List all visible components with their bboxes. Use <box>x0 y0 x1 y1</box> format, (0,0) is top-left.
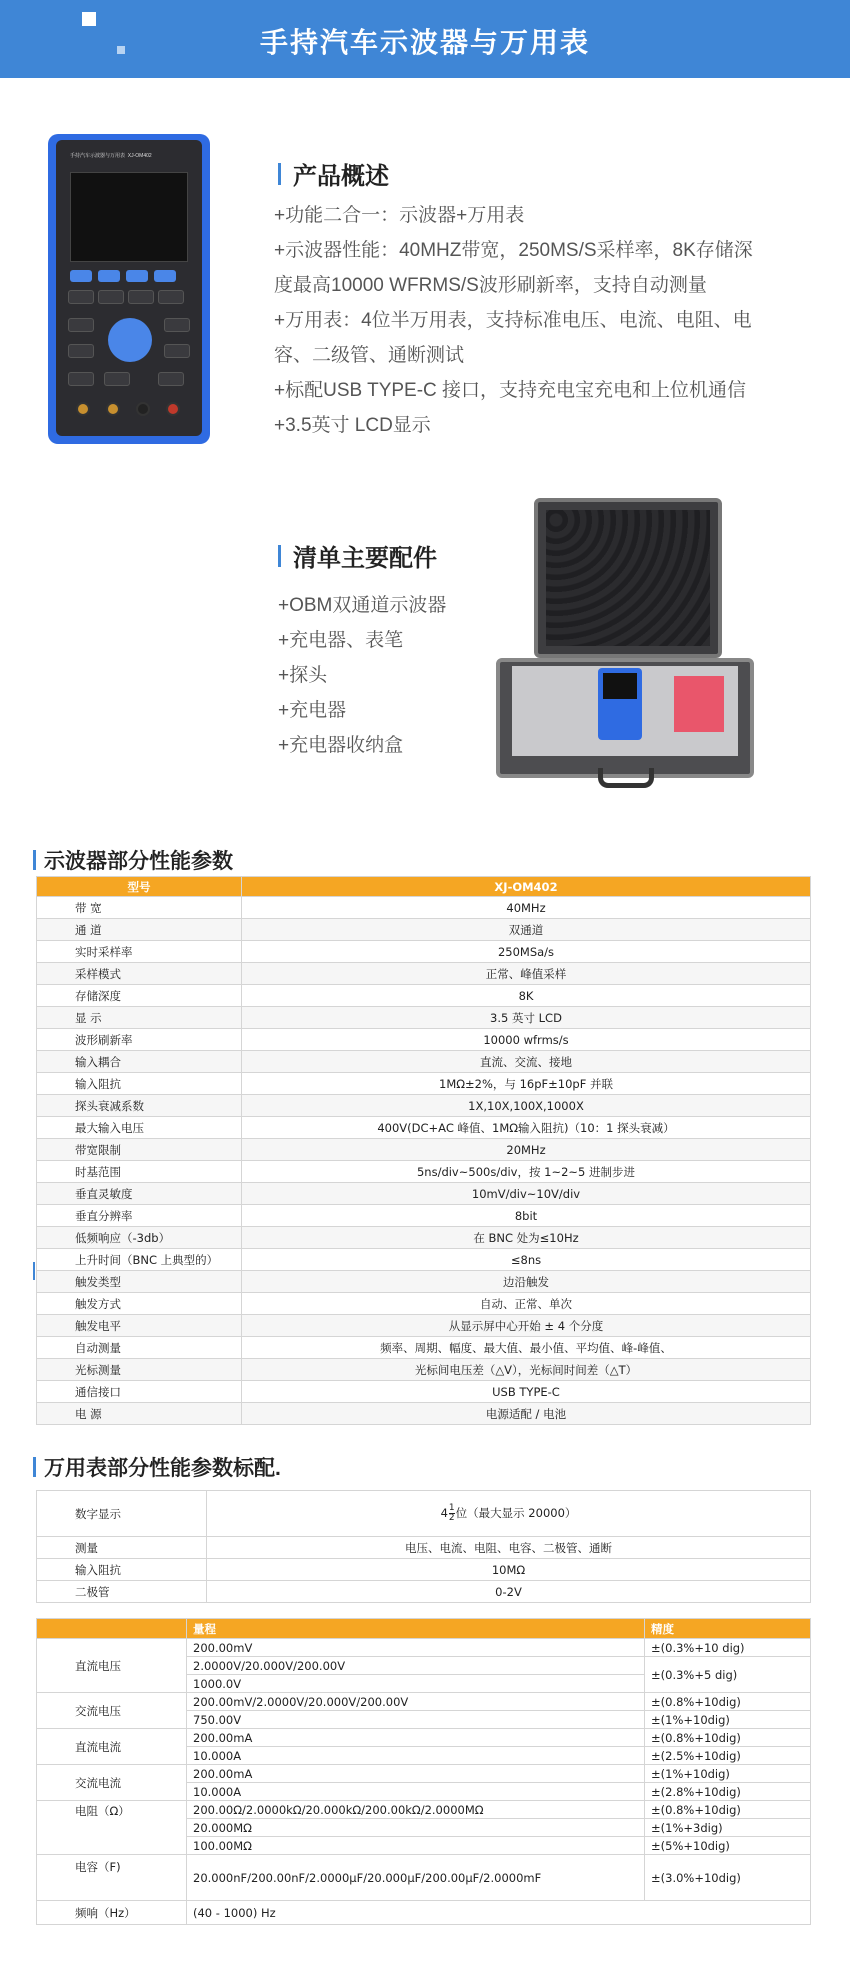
table-row: 电容（F) 20.000nF/200.00nF/2.0000μF/20.000μF/200.00μF/2.0000mF ±(3.0%+10dig) <box>37 1855 811 1901</box>
table-row: 1000.0V <box>37 1675 811 1693</box>
list-item: +标配USB TYPE-C 接口，支持充电宝充电和上位机通信 <box>274 380 747 401</box>
table-row <box>37 1403 811 1425</box>
table-cell: 数字显示 <box>37 1491 207 1537</box>
side-marker <box>33 1262 35 1280</box>
spec-name: 触发方式 <box>37 1293 242 1315</box>
device-screen <box>70 172 188 262</box>
table-header: 量程 <box>187 1619 645 1639</box>
table-row: 交流电流 200.00mA ±(1%+10dig) <box>37 1765 811 1783</box>
spec-value: 频率、周期、幅度、最大值、最小值、平均值、峰-峰值、 <box>242 1337 811 1359</box>
table-row <box>37 941 811 963</box>
spec-value: 8K <box>242 985 811 1007</box>
spec-value: 1X,10X,100X,1000X <box>242 1095 811 1117</box>
spec-name: 输入耦合 <box>37 1051 242 1073</box>
table-row <box>37 1117 811 1139</box>
list-item: +示波器性能：40MHZ带宽，250MS/S采样率，8K存储深 <box>274 240 753 261</box>
spec-value: 光标间电压差（△V），光标间时间差（△T） <box>242 1359 811 1381</box>
table-row: 交流电压 200.00mV/2.0000V/20.000V/200.00V ±(0.8%+10dig) <box>37 1693 811 1711</box>
table-row: 输入阻抗 10MΩ <box>37 1559 811 1581</box>
table-cell: 4 $\frac{1}{2}$ 位（最大显示 20000） <box>207 1491 811 1537</box>
table-row: 二极管 0-2V <box>37 1581 811 1603</box>
table-row: 直流电压 200.00mV ±(0.3%+10 dig) <box>37 1639 811 1657</box>
osc-spec-table <box>36 876 811 1425</box>
list-item: +万用表：4位半万用表，支持标准电压、电流、电阻、电 <box>274 310 752 331</box>
spec-value: 在 BNC 处为≤10Hz <box>242 1227 811 1249</box>
spec-name: 带宽限制 <box>37 1139 242 1161</box>
spec-name: 垂直分辨率 <box>37 1205 242 1227</box>
spec-name: 时基范围 <box>37 1161 242 1183</box>
spec-name: 通信接口 <box>37 1381 242 1403</box>
table-row <box>37 1029 811 1051</box>
table-row: 电阻（Ω） 200.00Ω/2.0000kΩ/20.000kΩ/200.00kΩ/2.0000MΩ ±(0.8%+10dig) <box>37 1801 811 1819</box>
table-row: 10.000A ±(2.8%+10dig) <box>37 1783 811 1801</box>
spec-name: 通 道 <box>37 919 242 941</box>
spec-value: 双通道 <box>242 919 811 941</box>
spec-value: 10mV/div~10V/div <box>242 1183 811 1205</box>
overview-heading: 产品概述 <box>278 156 389 191</box>
list-item: +充电器 <box>278 700 347 721</box>
table-row <box>37 1227 811 1249</box>
list-item: +充电器收纳盒 <box>278 735 404 756</box>
mm-spec-heading: 万用表部分性能参数标配. <box>33 1452 281 1482</box>
spec-name: 垂直灵敏度 <box>37 1183 242 1205</box>
list-item: 度最高10000 WFRMS/S波形刷新率，支持自动测量 <box>274 275 707 296</box>
table-row: 测量 电压、电流、电阻、电容、二极管、通断 <box>37 1537 811 1559</box>
list-item: +OBM双通道示波器 <box>278 595 447 616</box>
spec-name: 存储深度 <box>37 985 242 1007</box>
spec-name: 采样模式 <box>37 963 242 985</box>
table-row <box>37 1381 811 1403</box>
spec-name: 实时采样率 <box>37 941 242 963</box>
spec-name: 电 源 <box>37 1403 242 1425</box>
table-row <box>37 897 811 919</box>
spec-value: 250MSa/s <box>242 941 811 963</box>
table-row <box>37 963 811 985</box>
overview-list <box>274 198 753 443</box>
table-row <box>37 1095 811 1117</box>
table-row <box>37 985 811 1007</box>
spec-name: 最大输入电压 <box>37 1117 242 1139</box>
spec-name: 光标测量 <box>37 1359 242 1381</box>
list-item: +功能二合一：示波器+万用表 <box>274 205 525 226</box>
table-row <box>37 1359 811 1381</box>
table-header: 精度 <box>645 1619 811 1639</box>
dpad <box>108 318 152 362</box>
spec-value: 40MHz <box>242 897 811 919</box>
spec-name: 低频响应（-3db） <box>37 1227 242 1249</box>
spec-value: 10000 wfrms/s <box>242 1029 811 1051</box>
spec-value: 边沿触发 <box>242 1271 811 1293</box>
spec-name: 波形刷新率 <box>37 1029 242 1051</box>
table-row <box>37 1293 811 1315</box>
carrying-case-image <box>496 498 754 788</box>
spec-value: 3.5 英寸 LCD <box>242 1007 811 1029</box>
spec-name: 触发类型 <box>37 1271 242 1293</box>
mm-spec-table <box>36 1490 811 1603</box>
spec-name: 触发电平 <box>37 1315 242 1337</box>
table-row <box>37 1337 811 1359</box>
range-accuracy-table <box>36 1618 811 1925</box>
table-row: 直流电流 200.00mA ±(0.8%+10dig) <box>37 1729 811 1747</box>
table-row <box>37 919 811 941</box>
list-item: 容、二级管、通断测试 <box>274 345 465 366</box>
accessories-list <box>278 588 446 763</box>
table-row: 2.0000V/20.000V/200.00V ±(0.3%+5 dig) <box>37 1657 811 1675</box>
spec-name: 自动测量 <box>37 1337 242 1359</box>
device-title: 手持汽车示波器与万用表 XJ-OM402 <box>70 153 152 159</box>
header-banner <box>0 0 850 78</box>
spec-value: USB TYPE-C <box>242 1381 811 1403</box>
table-row: 100.00MΩ ±(5%+10dig) <box>37 1837 811 1855</box>
spec-value: 自动、正常、单次 <box>242 1293 811 1315</box>
spec-value: 400V(DC+AC 峰值、1MΩ输入阻抗)（10：1 探头衰减） <box>242 1117 811 1139</box>
spec-name: 输入阻抗 <box>37 1073 242 1095</box>
spec-value: 5ns/div~500s/div，按 1~2~5 进制步进 <box>242 1161 811 1183</box>
accessories-heading: 清单主要配件 <box>278 538 437 573</box>
table-row <box>37 1007 811 1029</box>
osc-spec-heading: 示波器部分性能参数 <box>33 845 233 875</box>
table-row <box>37 1073 811 1095</box>
table-row <box>37 1183 811 1205</box>
list-item: +探头 <box>278 665 328 686</box>
spec-value: 直流、交流、接地 <box>242 1051 811 1073</box>
table-row <box>37 1315 811 1337</box>
spec-value: 从显示屏中心开始 ± 4 个分度 <box>242 1315 811 1337</box>
table-row: 频响（Hz） (40 - 1000) Hz <box>37 1901 811 1925</box>
spec-value: 电源适配 / 电池 <box>242 1403 811 1425</box>
table-row <box>37 1491 811 1537</box>
spec-value: 1MΩ±2%，与 16pF±10pF 并联 <box>242 1073 811 1095</box>
table-row: 750.00V ±(1%+10dig) <box>37 1711 811 1729</box>
table-row <box>37 1271 811 1293</box>
page-title: 手持汽车示波器与万用表 <box>259 27 590 58</box>
spec-name: 上升时间（BNC 上典型的） <box>37 1249 242 1271</box>
spec-name: 探头衰减系数 <box>37 1095 242 1117</box>
table-row <box>37 1161 811 1183</box>
spec-name: 带 宽 <box>37 897 242 919</box>
table-header: XJ-OM402 <box>242 877 811 897</box>
table-row <box>37 1205 811 1227</box>
table-row <box>37 1139 811 1161</box>
table-row <box>37 1249 811 1271</box>
spec-value: ≤8ns <box>242 1249 811 1271</box>
table-row <box>37 1051 811 1073</box>
table-row: 20.000MΩ ±(1%+3dig) <box>37 1819 811 1837</box>
oscilloscope-device-image <box>48 134 210 444</box>
spec-value: 20MHz <box>242 1139 811 1161</box>
spec-name: 显 示 <box>37 1007 242 1029</box>
table-row: 10.000A ±(2.5%+10dig) <box>37 1747 811 1765</box>
list-item: +3.5英寸 LCD显示 <box>274 415 431 436</box>
table-header: 型号 <box>37 877 242 897</box>
spec-value: 8bit <box>242 1205 811 1227</box>
list-item: +充电器、表笔 <box>278 630 404 651</box>
spec-value: 正常、峰值采样 <box>242 963 811 985</box>
